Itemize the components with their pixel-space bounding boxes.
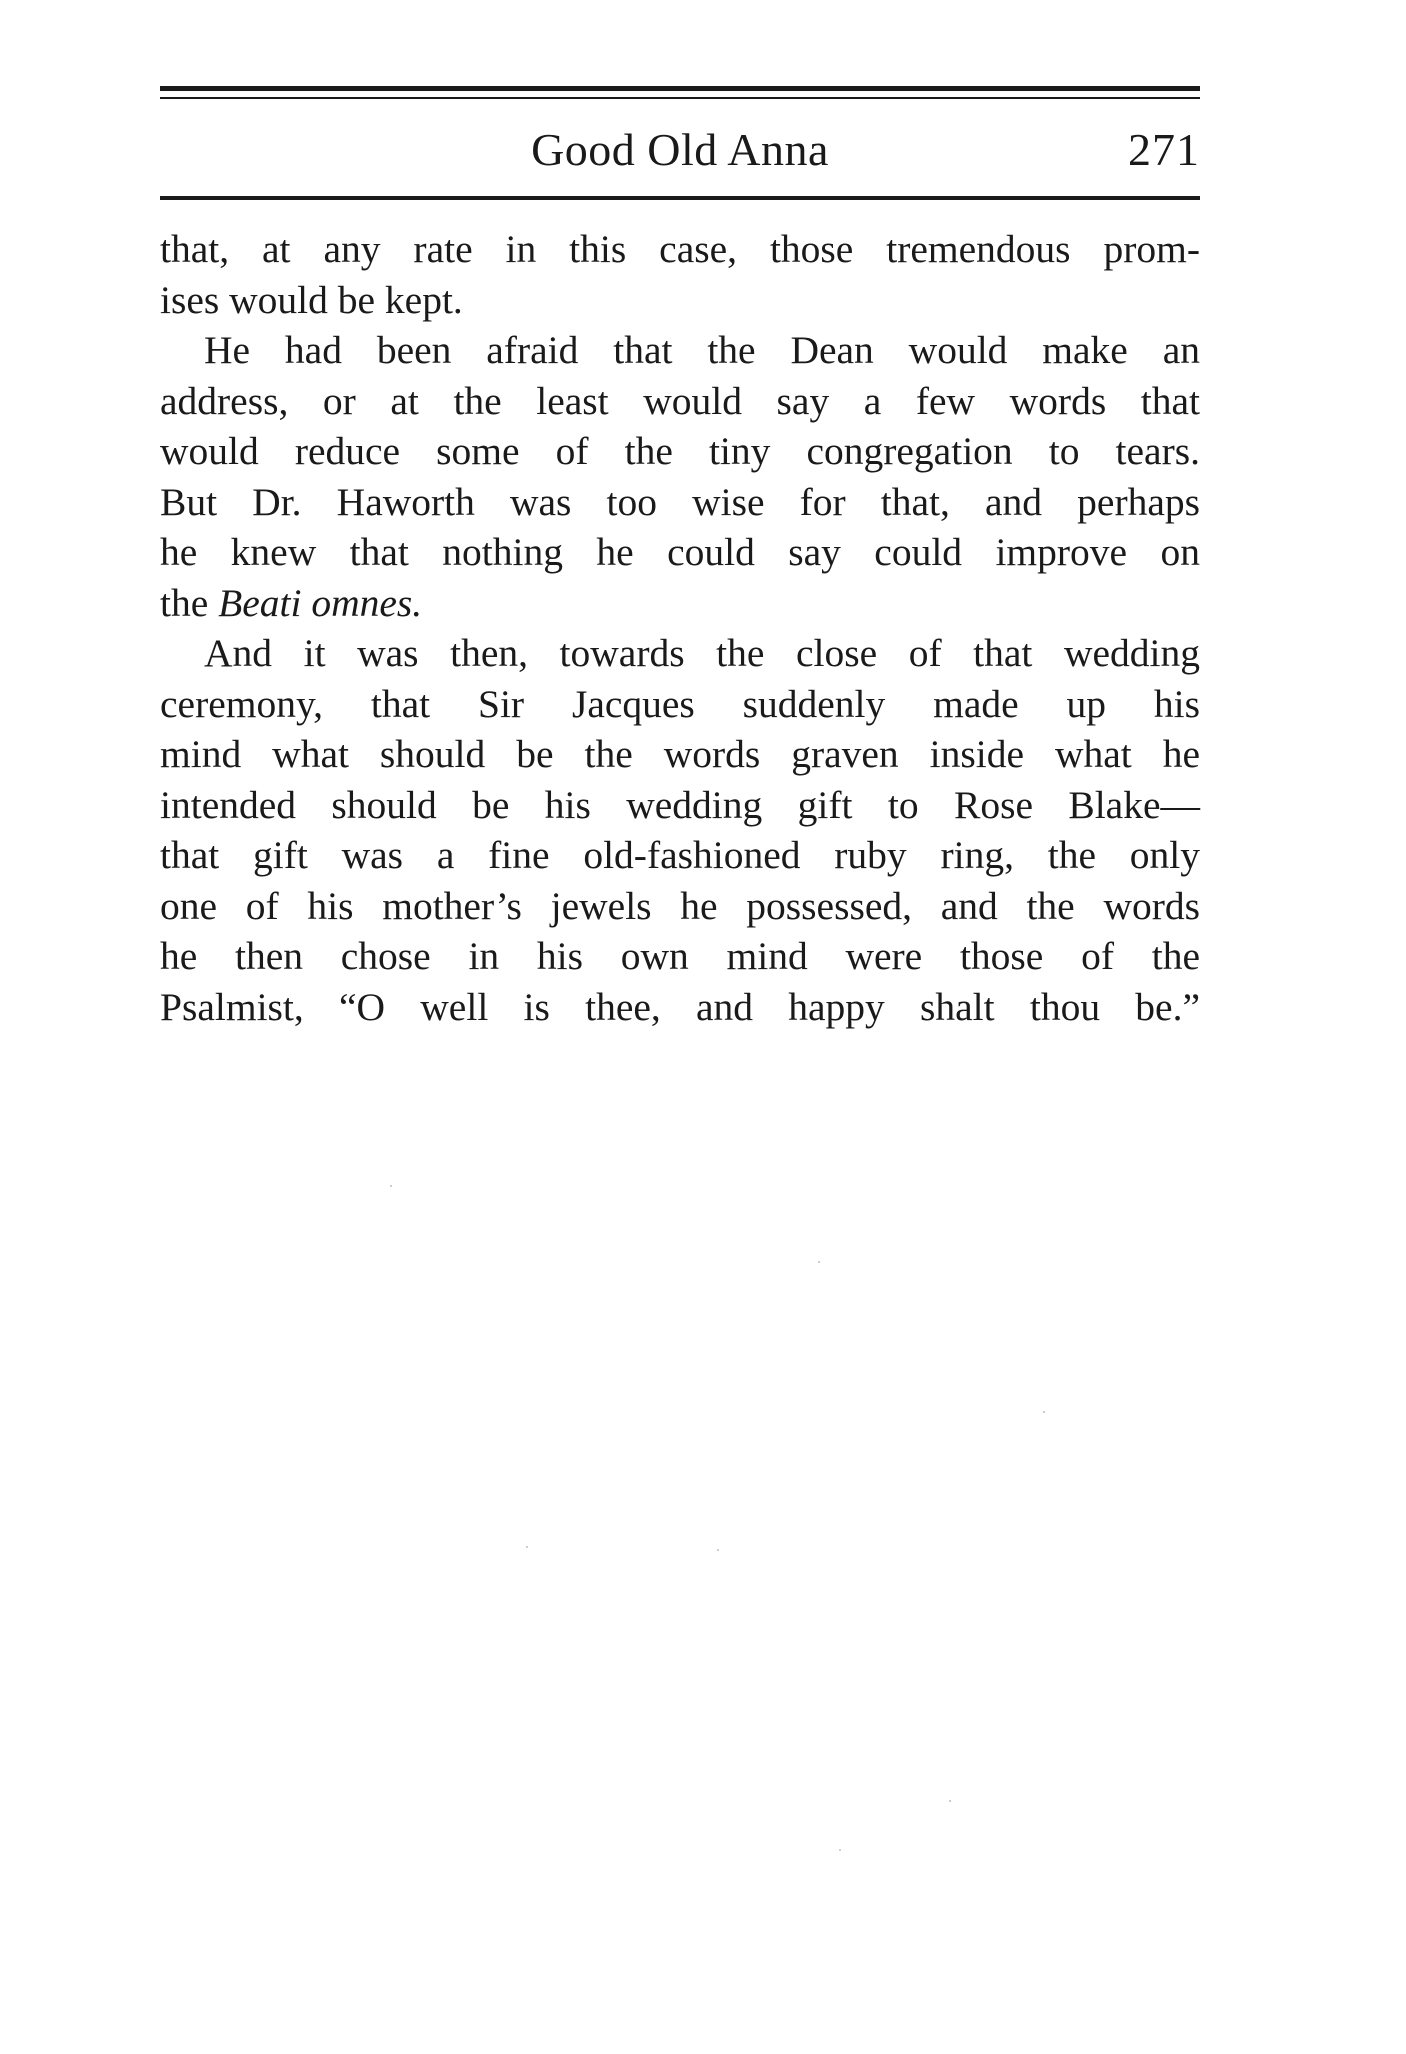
- scan-speck: [526, 1546, 528, 1548]
- paragraph-2-line: would reduce some of the tiny congregation to tears.: [160, 429, 1200, 473]
- paragraph-1-line: ises would be kept.: [160, 277, 463, 322]
- paragraph-2-line: [160, 578, 1200, 629]
- scan-speck: [949, 1800, 951, 1802]
- scan-speck: [390, 1185, 392, 1187]
- running-head: [160, 118, 1200, 182]
- running-title: Good Old Anna: [531, 124, 829, 175]
- paragraph-3-line: he then chose in his own mind were those of the: [160, 934, 1200, 978]
- paragraph-2-line: he knew that nothing he could say could improve on: [160, 530, 1200, 574]
- paragraph-1-line: that, at any rate in this case, those tremendous prom-: [160, 227, 1200, 271]
- page-number: 271: [1128, 124, 1200, 175]
- paragraph-3-line: intended should be his wedding gift to Rose Blake—: [160, 782, 1200, 827]
- paragraph-3-line: Psalmist, “O well is thee, and happy shalt thou be.”: [160, 984, 1200, 1029]
- scan-speck: [1043, 1411, 1045, 1413]
- paragraph-3-line: one of his mother’s jewels he possessed, and the words: [160, 883, 1200, 928]
- latin-phrase: Beati omnes.: [218, 580, 423, 625]
- paragraph-2-line: He had been afraid that the Dean would make an: [204, 328, 1200, 372]
- paragraph-3-line: mind what should be the words graven inside what he: [160, 732, 1200, 776]
- paragraph-2-line: But Dr. Haworth was too wise for that, and perhaps: [160, 479, 1200, 524]
- header-bottom-rule: [160, 196, 1200, 200]
- paragraph-3-line: And it was then, towards the close of that wedding: [204, 631, 1200, 675]
- scan-speck: [818, 1261, 820, 1263]
- header-top-rule-thin: [160, 97, 1200, 99]
- paragraph-3-line: that gift was a fine old-fashioned ruby ring, the only: [160, 833, 1200, 877]
- header-top-rule-thick: [160, 86, 1200, 91]
- body-text: [160, 224, 1200, 1032]
- scan-speck: [839, 1849, 841, 1851]
- paragraph-3-line: ceremony, that Sir Jacques suddenly made up his: [160, 681, 1200, 726]
- line-prefix: the: [160, 580, 219, 625]
- paragraph-2-line: address, or at the least would say a few words that: [160, 378, 1200, 423]
- scan-speck: [717, 1549, 719, 1551]
